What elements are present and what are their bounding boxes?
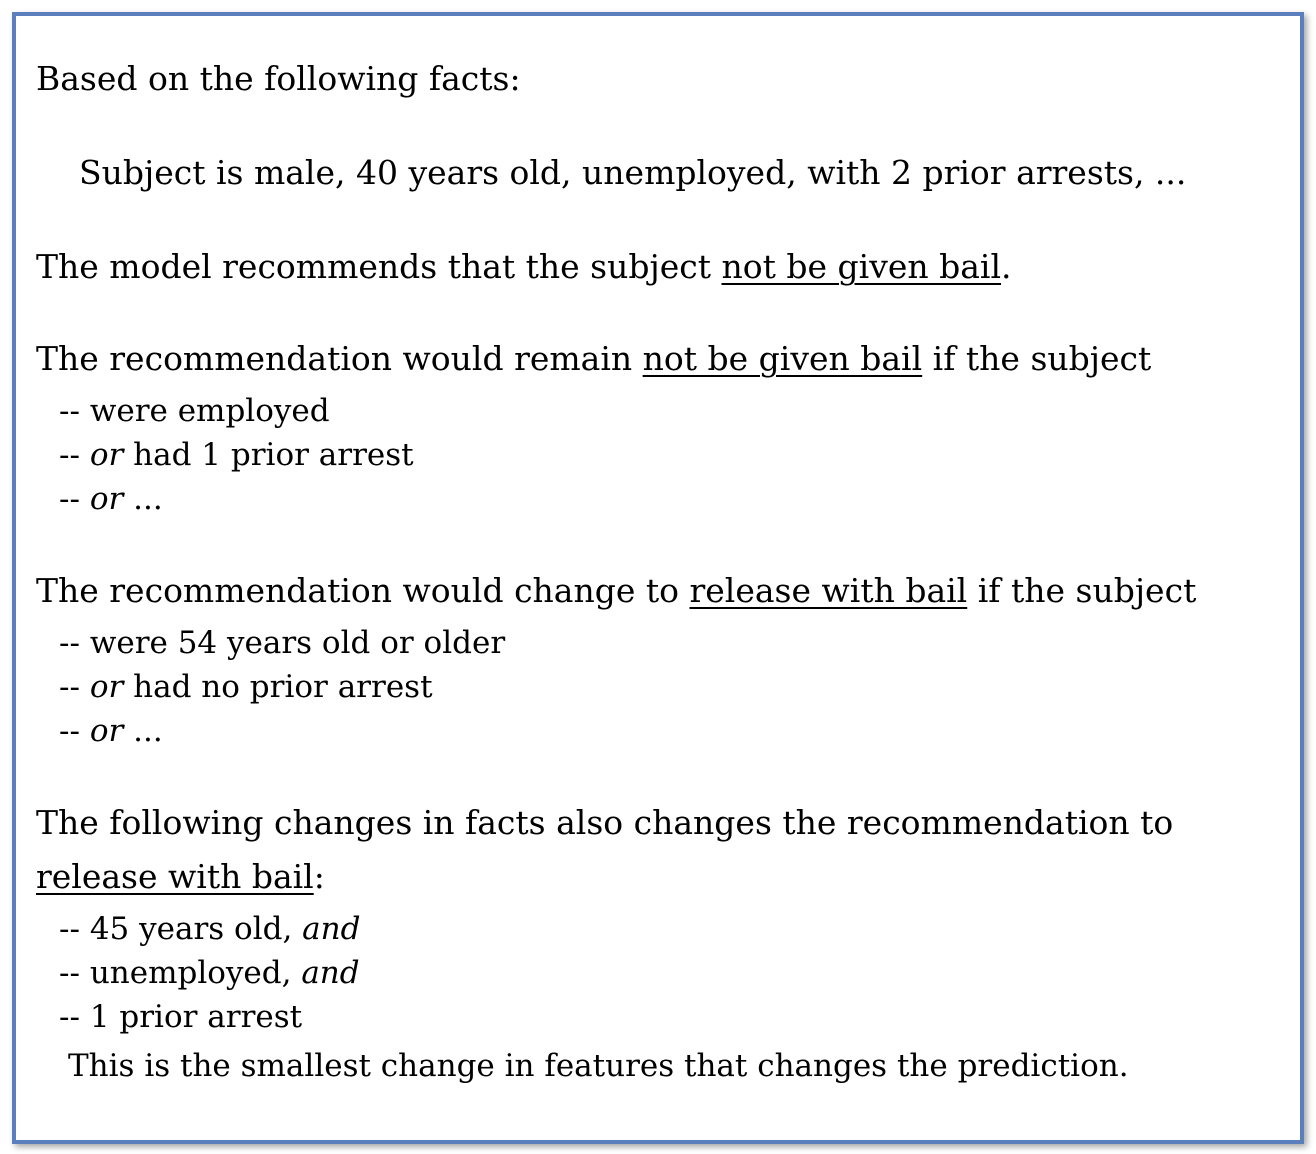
- combined-item-dash: --: [59, 999, 90, 1035]
- change-item: [59, 623, 505, 663]
- explanation-box: [12, 12, 1304, 1144]
- remain-item-dash: --: [59, 393, 90, 429]
- remain-item: [59, 435, 414, 475]
- combined-item-conj: and: [301, 955, 360, 991]
- change-emphasis: release with bail: [689, 571, 968, 610]
- change-item-conj: or: [89, 669, 124, 705]
- change-item-conj: or: [89, 713, 124, 749]
- recommendation-suffix: .: [1001, 247, 1012, 286]
- combined-item: [59, 997, 302, 1037]
- remain-item: [59, 479, 163, 519]
- remain-heading: [36, 339, 1151, 379]
- recommendation-emphasis: not be given bail: [721, 247, 1002, 286]
- remain-item: [59, 391, 330, 431]
- change-item: [59, 711, 163, 751]
- combined-heading: The following changes in facts also changes the recommendation to: [36, 803, 1174, 842]
- remain-item-text: had 1 prior arrest: [123, 437, 414, 473]
- change-prefix: The recommendation would change to: [36, 571, 690, 610]
- intro-text: Based on the following facts:: [36, 59, 521, 98]
- change-item-text: were 54 years old or older: [89, 625, 506, 661]
- combined-item: [59, 909, 360, 949]
- remain-prefix: The recommendation would remain: [36, 339, 643, 378]
- change-heading: [36, 571, 1196, 611]
- change-item-dash: --: [59, 713, 90, 749]
- remain-item-conj: or: [89, 481, 124, 517]
- facts-text: Subject is male, 40 years old, unemployed, with 2 prior arrests, ...: [79, 153, 1187, 192]
- remain-item-dash: --: [59, 437, 90, 473]
- remain-item-conj: or: [89, 437, 124, 473]
- combined-item: [59, 953, 360, 993]
- combined-item-dash: --: [59, 955, 90, 991]
- combined-note: This is the smallest change in features that changes the prediction.: [68, 1048, 1129, 1084]
- combined-item-text: 1 prior arrest: [89, 999, 303, 1035]
- combined-item-text: unemployed,: [89, 955, 302, 991]
- remain-item-text: were employed: [89, 393, 330, 429]
- recommendation-prefix: The model recommends that the subject: [36, 247, 722, 286]
- combined-item-conj: and: [302, 911, 361, 947]
- change-item-dash: --: [59, 625, 90, 661]
- remain-item-dash: --: [59, 481, 90, 517]
- combined-emphasis: release with bail: [36, 857, 314, 896]
- change-suffix: if the subject: [967, 571, 1197, 610]
- remain-suffix: if the subject: [922, 339, 1152, 378]
- combined-item-text: 45 years old,: [89, 911, 303, 947]
- recommendation-text: [36, 247, 1012, 287]
- change-item: [59, 667, 433, 707]
- change-item-text: had no prior arrest: [123, 669, 433, 705]
- combined-suffix: :: [313, 857, 325, 896]
- change-item-dash: --: [59, 669, 90, 705]
- remain-item-text: ...: [123, 481, 163, 517]
- combined-heading-cont: [36, 857, 325, 897]
- combined-item-dash: --: [59, 911, 90, 947]
- change-item-text: ...: [123, 713, 163, 749]
- remain-emphasis: not be given bail: [642, 339, 923, 378]
